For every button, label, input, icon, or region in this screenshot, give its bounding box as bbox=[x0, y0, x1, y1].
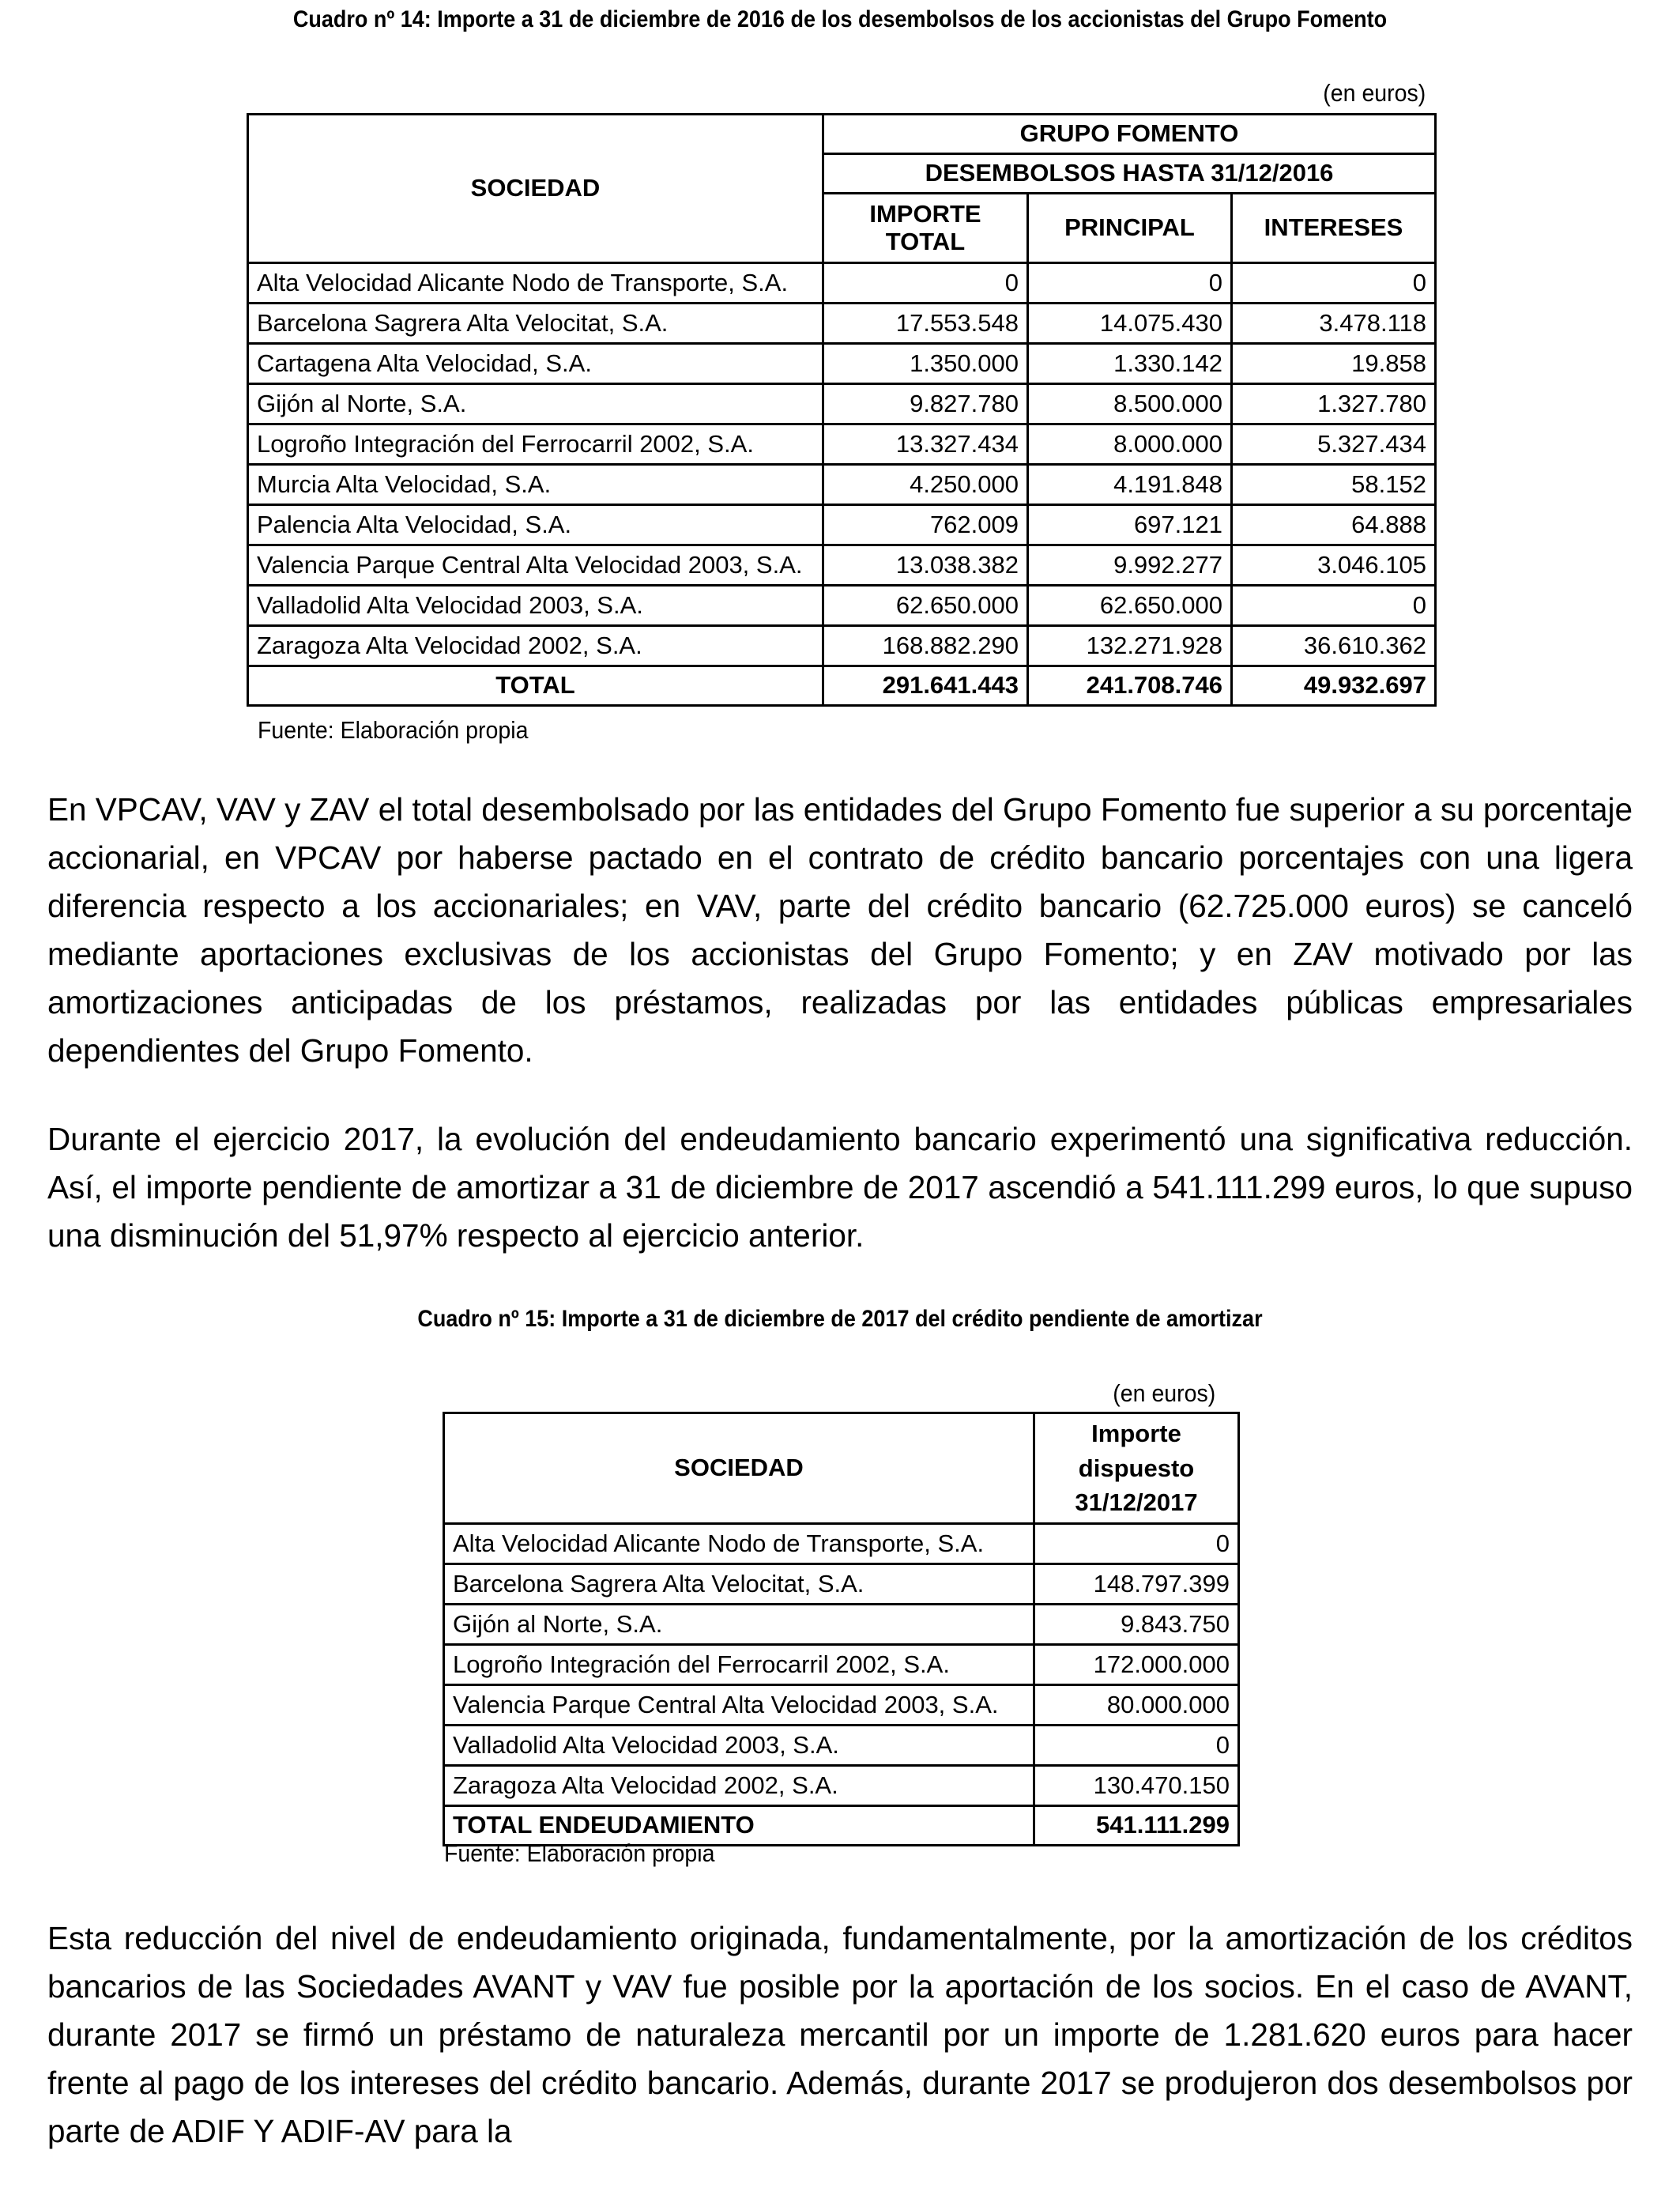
table14-cell-name: Barcelona Sagrera Alta Velocitat, S.A. bbox=[248, 304, 823, 344]
table14-header-group: GRUPO FOMENTO bbox=[823, 115, 1436, 154]
table15-cell-name: Gijón al Norte, S.A. bbox=[444, 1605, 1034, 1645]
table14-cell-total: 13.038.382 bbox=[823, 545, 1028, 586]
table14-cell-total: 9.827.780 bbox=[823, 384, 1028, 424]
table14-cell-principal: 4.191.848 bbox=[1028, 465, 1232, 505]
table15-row bbox=[444, 1645, 1239, 1685]
table14-row bbox=[248, 384, 1436, 424]
table15-header-importe bbox=[1034, 1413, 1239, 1524]
table14-total-principal: 241.708.746 bbox=[1028, 666, 1232, 706]
table14-body bbox=[248, 263, 1436, 666]
table14-cell-intereses: 5.327.434 bbox=[1232, 424, 1436, 465]
table15-total-label: TOTAL ENDEUDAMIENTO bbox=[444, 1806, 1034, 1846]
table14-row bbox=[248, 424, 1436, 465]
table14-cell-total: 168.882.290 bbox=[823, 626, 1028, 666]
table15-header-line1: Importe bbox=[1091, 1420, 1181, 1448]
table14-cell-total: 13.327.434 bbox=[823, 424, 1028, 465]
table14-cell-intereses: 58.152 bbox=[1232, 465, 1436, 505]
table14-header-principal: PRINCIPAL bbox=[1028, 194, 1232, 263]
table15-cell-value: 0 bbox=[1034, 1726, 1239, 1766]
table14-cell-total: 1.350.000 bbox=[823, 344, 1028, 384]
table14-caption: Cuadro nº 14: Importe a 31 de diciembre de 2016 de los desembolsos de los accionistas del Grupo Fomento bbox=[292, 6, 1388, 32]
table14-cell-intereses: 64.888 bbox=[1232, 505, 1436, 545]
table14-cell-name: Palencia Alta Velocidad, S.A. bbox=[248, 505, 823, 545]
table14-cell-total: 762.009 bbox=[823, 505, 1028, 545]
table14-cell-intereses: 19.858 bbox=[1232, 344, 1436, 384]
table14-header-total bbox=[823, 194, 1028, 263]
table15-cell-value: 9.843.750 bbox=[1034, 1605, 1239, 1645]
table15-header-sociedad: SOCIEDAD bbox=[444, 1413, 1034, 1524]
table14-row bbox=[248, 545, 1436, 586]
table15-row bbox=[444, 1685, 1239, 1726]
table14-cell-principal: 0 bbox=[1028, 263, 1232, 304]
table14-cell-intereses: 3.046.105 bbox=[1232, 545, 1436, 586]
table14-header-intereses: INTERESES bbox=[1232, 194, 1436, 263]
table14-cell-intereses: 36.610.362 bbox=[1232, 626, 1436, 666]
table14-row bbox=[248, 505, 1436, 545]
table14-total-row bbox=[248, 666, 1436, 706]
table14-header-subgroup: DESEMBOLSOS HASTA 31/12/2016 bbox=[823, 154, 1436, 194]
table14-cell-principal: 8.500.000 bbox=[1028, 384, 1232, 424]
table14-cell-principal: 62.650.000 bbox=[1028, 586, 1232, 626]
table15-row bbox=[444, 1605, 1239, 1645]
table14-cell-total: 62.650.000 bbox=[823, 586, 1028, 626]
table14-cell-name: Murcia Alta Velocidad, S.A. bbox=[248, 465, 823, 505]
paragraph-3: Esta reducción del nivel de endeudamiento originada, fundamentalmente, por la amortización de los créditos bancarios de las Sociedades AVANT y VAV fue posible por la aportación de los socios. En el caso de AVANT, durante 2017 se firmó un préstamo de naturaleza mercantil por un importe de 1.281.620 euros para hacer frente al pago de los intereses del crédito bancario. Además, durante 2017 se produjeron dos desembolsos por parte de ADIF Y ADIF-AV para la bbox=[47, 1920, 1633, 2149]
table15-row bbox=[444, 1564, 1239, 1605]
table14-cell-name: Valladolid Alta Velocidad 2003, S.A. bbox=[248, 586, 823, 626]
table15-header-line3: 31/12/2017 bbox=[1075, 1488, 1198, 1517]
table14-row bbox=[248, 586, 1436, 626]
table14-cell-intereses: 0 bbox=[1232, 586, 1436, 626]
table14-row bbox=[248, 263, 1436, 304]
table15-row bbox=[444, 1766, 1239, 1806]
table14-units: (en euros) bbox=[1323, 79, 1426, 107]
table15-row bbox=[444, 1726, 1239, 1766]
table14-cell-total: 17.553.548 bbox=[823, 304, 1028, 344]
table14-cell-principal: 14.075.430 bbox=[1028, 304, 1232, 344]
table15-cell-value: 172.000.000 bbox=[1034, 1645, 1239, 1685]
table15-cell-name: Barcelona Sagrera Alta Velocitat, S.A. bbox=[444, 1564, 1034, 1605]
table14-header-sociedad: SOCIEDAD bbox=[248, 115, 823, 263]
table14-cell-name: Zaragoza Alta Velocidad 2002, S.A. bbox=[248, 626, 823, 666]
table14-cell-intereses: 0 bbox=[1232, 263, 1436, 304]
table15-cell-name: Alta Velocidad Alicante Nodo de Transporte, S.A. bbox=[444, 1524, 1034, 1564]
table14-total-total: 291.641.443 bbox=[823, 666, 1028, 706]
table15-body bbox=[444, 1524, 1239, 1806]
table14-cell-total: 4.250.000 bbox=[823, 465, 1028, 505]
table15-source: Fuente: Elaboración propia bbox=[444, 1839, 715, 1867]
table14-cell-name: Alta Velocidad Alicante Nodo de Transporte, S.A. bbox=[248, 263, 823, 304]
table14-cell-principal: 132.271.928 bbox=[1028, 626, 1232, 666]
table14-cell-name: Logroño Integración del Ferrocarril 2002, S.A. bbox=[248, 424, 823, 465]
table14-row bbox=[248, 304, 1436, 344]
table15-cell-value: 80.000.000 bbox=[1034, 1685, 1239, 1726]
table15-cell-name: Zaragoza Alta Velocidad 2002, S.A. bbox=[444, 1766, 1034, 1806]
table14-cell-name: Valencia Parque Central Alta Velocidad 2003, S.A. bbox=[248, 545, 823, 586]
table15 bbox=[443, 1412, 1240, 1846]
table15-cell-value: 130.470.150 bbox=[1034, 1766, 1239, 1806]
table14-header-total-line1: IMPORTE bbox=[869, 200, 981, 228]
table14-row bbox=[248, 465, 1436, 505]
table14-cell-principal: 8.000.000 bbox=[1028, 424, 1232, 465]
table15-header-line2: dispuesto bbox=[1078, 1454, 1195, 1482]
table14-cell-name: Gijón al Norte, S.A. bbox=[248, 384, 823, 424]
table14-row bbox=[248, 344, 1436, 384]
table15-units: (en euros) bbox=[1113, 1379, 1215, 1407]
table15-cell-value: 0 bbox=[1034, 1524, 1239, 1564]
table14-row bbox=[248, 626, 1436, 666]
table14-header-total-line2: TOTAL bbox=[885, 227, 966, 255]
table14-source: Fuente: Elaboración propia bbox=[258, 716, 529, 744]
paragraph-1: En VPCAV, VAV y ZAV el total desembolsado por las entidades del Grupo Fomento fue superior a su porcentaje accionarial, en VPCAV por haberse pactado en el contrato de crédito bancario porcentajes con una ligera diferencia respecto a los accionariales; en VAV, parte del crédito bancario (62.725.000 euros) se canceló mediante aportaciones exclusivas de los accionistas del Grupo Fomento; y en ZAV motivado por las amortizaciones anticipadas de los préstamos, realizadas por las entidades públicas empresariales dependientes del Grupo Fomento. bbox=[47, 791, 1633, 1069]
table15-total-value: 541.111.299 bbox=[1034, 1806, 1239, 1846]
table14-cell-name: Cartagena Alta Velocidad, S.A. bbox=[248, 344, 823, 384]
paragraph-2: Durante el ejercicio 2017, la evolución del endeudamiento bancario experimentó una significativa reducción. Así, el importe pendiente de amortizar a 31 de diciembre de 2017 ascendió a 541.111.299 euros, lo que supuso una disminución del 51,97% respecto al ejercicio anterior. bbox=[47, 1121, 1633, 1254]
table14-cell-principal: 697.121 bbox=[1028, 505, 1232, 545]
table15-caption: Cuadro nº 15: Importe a 31 de diciembre de 2017 del crédito pendiente de amortizar bbox=[417, 1306, 1263, 1332]
table14-total-label: TOTAL bbox=[248, 666, 823, 706]
table14-cell-principal: 1.330.142 bbox=[1028, 344, 1232, 384]
table14-cell-total: 0 bbox=[823, 263, 1028, 304]
table14 bbox=[247, 113, 1437, 707]
table14-total-intereses: 49.932.697 bbox=[1232, 666, 1436, 706]
table14-cell-principal: 9.992.277 bbox=[1028, 545, 1232, 586]
table15-cell-name: Valencia Parque Central Alta Velocidad 2003, S.A. bbox=[444, 1685, 1034, 1726]
table14-cell-intereses: 3.478.118 bbox=[1232, 304, 1436, 344]
table15-cell-value: 148.797.399 bbox=[1034, 1564, 1239, 1605]
table15-cell-name: Logroño Integración del Ferrocarril 2002, S.A. bbox=[444, 1645, 1034, 1685]
table15-cell-name: Valladolid Alta Velocidad 2003, S.A. bbox=[444, 1726, 1034, 1766]
table14-cell-intereses: 1.327.780 bbox=[1232, 384, 1436, 424]
table15-row bbox=[444, 1524, 1239, 1564]
